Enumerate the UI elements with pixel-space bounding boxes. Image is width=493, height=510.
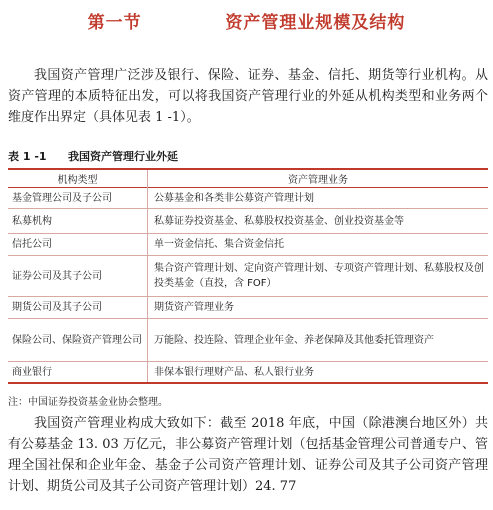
business-cell: 期货资产管理业务 <box>148 297 489 319</box>
table-row <box>8 188 488 209</box>
section-title: 第一节 资产管理业规模及结构 <box>87 13 406 33</box>
org-cell: 私募机构 <box>8 209 148 234</box>
table-caption-title: 我国资产管理行业外延 <box>68 150 178 163</box>
table-row <box>8 256 488 297</box>
table-header-row <box>8 169 488 188</box>
business-cell: 单一资金信托、集合资金信托 <box>148 234 489 256</box>
business-cell: 非保本银行理财产品、私人银行业务 <box>148 362 489 384</box>
org-cell: 证券公司及其子公司 <box>8 256 148 297</box>
table-note: 注：中国证券投资基金业协会整理。 <box>8 397 168 408</box>
business-cell: 万能险、投连险、管理企业年金、养老保障及其他委托管理资产 <box>148 319 489 362</box>
org-cell: 商业银行 <box>8 362 148 384</box>
table-row <box>8 362 488 384</box>
business-cell: 私募证券投资基金、私募股权投资基金、创业投资基金等 <box>148 209 489 234</box>
asset-management-table <box>8 168 488 384</box>
business-cell: 公募基金和各类非公募资产管理计划 <box>148 188 489 209</box>
table-row <box>8 297 488 319</box>
header-org-type: 机构类型 <box>8 169 148 188</box>
business-cell: 集合资产管理计划、定向资产管理计划、专项资产管理计划、私募股权及创投类基金（直投，含 FOF） <box>148 256 489 297</box>
intro-paragraph: 我国资产管理广泛涉及银行、保险、证券、基金、信托、期货等行业机构。从资产管理的本质特征出发，可以将我国资产管理行业的外延从机构类型和业务两个维度作出界定（具体见表 1 -1）。 <box>8 68 488 125</box>
org-cell: 信托公司 <box>8 234 148 256</box>
table-row <box>8 234 488 256</box>
table-caption-number: 表 1 -1 <box>8 150 47 163</box>
closing-paragraph: 我国资产管理业构成大致如下：截至 2018 年底，中国（除港澳台地区外）共有公募基金 13. 03 万亿元，非公募资产管理计划（包括基金管理公司普通专户、管理全国社保和企业年金、基金子公司资产管理计划、证券公司及其子公司资产管理计划、期货公司及其子公司资产管理计划）24. 77 <box>8 416 488 494</box>
org-cell: 期货公司及其子公司 <box>8 297 148 319</box>
header-business: 资产管理业务 <box>288 175 348 186</box>
table-caption <box>8 148 178 164</box>
table-row <box>8 209 488 234</box>
org-cell: 基金管理公司及子公司 <box>8 188 148 209</box>
org-cell: 保险公司、保险资产管理公司 <box>8 319 148 362</box>
table-row <box>8 319 488 362</box>
